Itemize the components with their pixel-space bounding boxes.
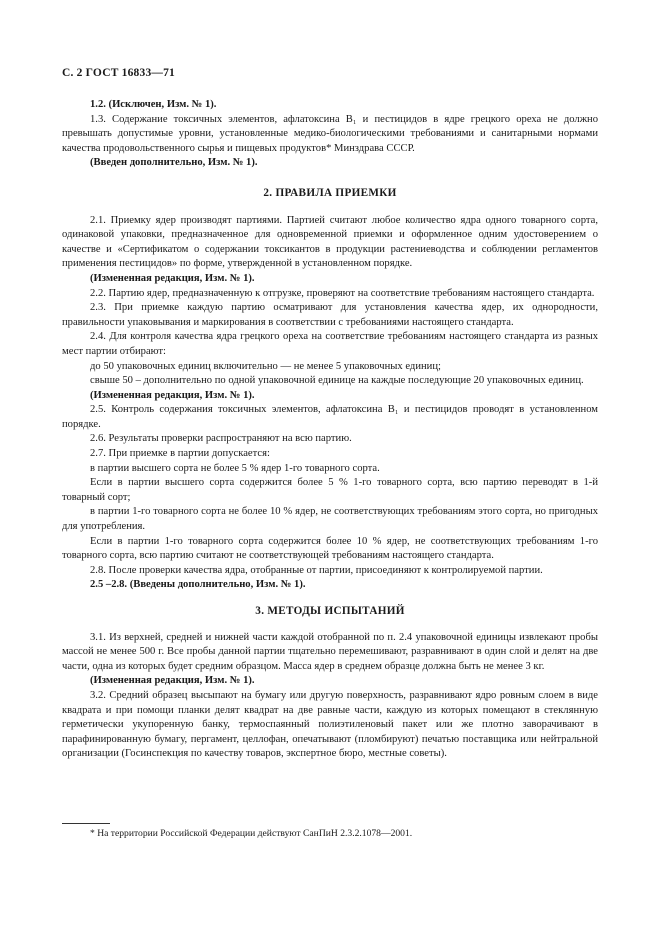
amendment-note: (Измененная редакция, Изм. № 1). <box>90 272 255 284</box>
paragraph: Если в партии 1-го товарного сорта содержится более 10 % ядер, не соответствующих требованиям 1-го товарного сорта, всю партию считают не соответствующей требованиям настоящего стандарта. <box>62 535 598 562</box>
amendment-note: (Измененная редакция, Изм. № 1). <box>90 389 255 401</box>
amendment-note: 1.2. (Исключен, Изм. № 1). <box>90 99 217 110</box>
paragraph: 1.3. Содержание токсичных элементов, афлатоксина B₁ и пестицидов в ядре грецкого ореха не должно превышать допустимые уровни, установленные медико-биологическими требованиями и санитарными нормами качества продовольственного сырья и пищевых продуктов* Минздрава СССР. <box>62 113 598 154</box>
paragraph: Если в партии высшего сорта содержится более 5 % 1-го товарного сорта, всю партию переводят в 1-й товарный сорт; <box>62 477 598 503</box>
paragraph: в партии высшего сорта не более 5 % ядер 1-го товарного сорта. <box>90 462 380 474</box>
document-body <box>62 98 598 762</box>
paragraph: в партии 1-го товарного сорта не более 10 % ядер, не соответствующих требованиям этого сорта, но пригодных для употребления. <box>62 506 598 533</box>
paragraph: 2.1. Приемку ядер производят партиями. Партией считают любое количество ядра одного товарного сорта, одинаковой упаковки, предназначенное для одновременной приемки и оформленное одним удостоверением о качестве и «Сертификатом о содержании токсикантов в продукции растениеводства и соблюдении регламентов применения пестицидов» по форме, утвержденной в установленном порядке. <box>62 214 598 270</box>
section-heading: 2. ПРАВИЛА ПРИЕМКИ <box>263 186 397 199</box>
amendment-note: (Измененная редакция, Изм. № 1). <box>90 675 255 687</box>
paragraph: 3.2. Средний образец высыпают на бумагу или другую поверхность, разравнивают ядро ровным слоем в виде квадрата и при помощи планки делят квадрат на две равные части, каждую из которых помещают в стеклянную герметически укупоренную банку, термоспаянный полиэтиленовый пакет или же плотно заворачивают в парафинированную бумагу, пергамент, целлофан, опечатывают (пломбируют) печатью поставщика или нейтральной организации (Госинспекция по качеству товаров, экспертное бюро, местные советы). <box>62 689 598 760</box>
paragraph: 2.4. Для контроля качества ядра грецкого ореха на соответствие требованиям настоящего стандарта из разных мест партии отбирают: <box>62 331 598 357</box>
amendment-note: 2.5 –2.8. (Введены дополнительно, Изм. № 1). <box>90 579 306 591</box>
paragraph: свыше 50 – дополнительно по одной упаковочной единице на каждые последующие 20 упаковочных единиц. <box>90 375 584 387</box>
footnote-divider <box>62 823 110 824</box>
section-heading: 3. МЕТОДЫ ИСПЫТАНИЙ <box>255 605 405 617</box>
paragraph: 2.8. После проверки качества ядра, отобранные от партии, присоединяют к контролируемой партии. <box>90 564 543 576</box>
paragraph: 2.2. Партию ядер, предназначенную к отгрузке, проверяют на соответствие требованиям настоящего стандарта. <box>90 287 595 299</box>
amendment-note: (Введен дополнительно, Изм. № 1). <box>90 157 258 169</box>
paragraph: 2.7. При приемке в партии допускается: <box>90 448 270 460</box>
page-header: С. 2 ГОСТ 16833—71 <box>62 67 175 79</box>
paragraph: до 50 упаковочных единиц включительно — не менее 5 упаковочных единиц; <box>90 360 441 372</box>
footnote: * На территории Российской Федерации действуют СанПиН 2.3.2.1078—2001. <box>90 828 413 839</box>
paragraph: 2.3. При приемке каждую партию осматривают для установления качества ядер, их однородности, правильности упаковывания и маркирования в соответствии с требованиями настоящего стандарта. <box>62 302 598 328</box>
paragraph: 2.5. Контроль содержания токсичных элементов, афлатоксина B₁ и пестицидов проводят в установленном порядке. <box>62 404 598 430</box>
paragraph: 3.1. Из верхней, средней и нижней части каждой отобранной по п. 2.4 упаковочной единицы извлекают пробы массой не менее 500 г. Все пробы данной партии тщательно перемешивают, разравнивают в один слой и делят на две части, одна из которых будет средним образцом. Масса ядер в среднем образце должна быть не менее 3 кг. <box>62 631 598 672</box>
paragraph: 2.6. Результаты проверки распространяют на всю партию. <box>90 433 352 445</box>
